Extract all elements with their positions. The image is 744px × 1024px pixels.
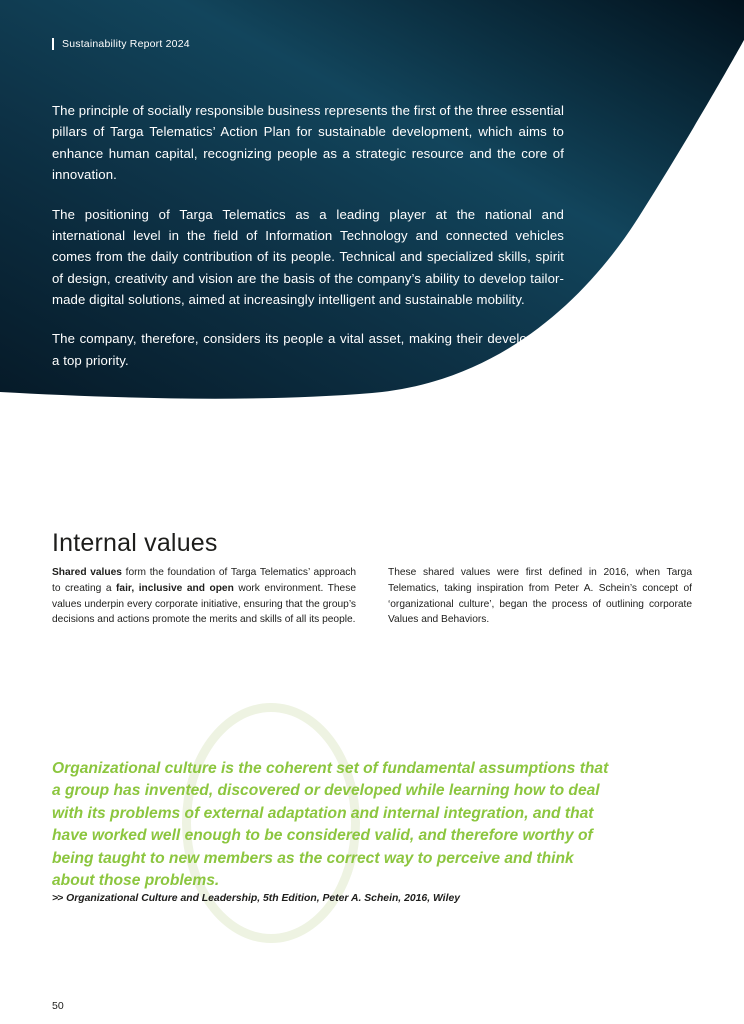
- column-left-text-b: work environment. These values underpin every corporate initiative, ensuring that the group’s decisions and actions promote the merits and skills of all its people.: [52, 582, 356, 626]
- quote-highlight: Organizational culture: [52, 760, 217, 777]
- column-right: [388, 565, 692, 628]
- intro-text-block: [52, 100, 564, 371]
- section-title: Internal values: [52, 528, 218, 557]
- column-right-text: These shared values were first defined in 2016, when Targa Telematics, taking inspiration from Peter A. Schein’s concept of ‘organizational culture’, began the process of outlining corporate Values and Behaviors.: [388, 567, 692, 626]
- column-left-text-a: form the foundation of Targa Telematics’ approach to creating a: [52, 567, 356, 594]
- intro-paragraph-1: The principle of socially responsible business represents the first of the three essential pillars of Targa Telematics’ Action Plan for sustainable development, which aims to enhance human capital, recognizing people as a strategic resource and the core of innovation.: [52, 103, 564, 183]
- intro-paragraph-2: The positioning of Targa Telematics as a leading player at the national and international level in the field of Information Technology and connected vehicles comes from the daily contribution of its people. Technical and specialized skills, spirit of design, creativity and vision are the basis of the company’s ability to develop tailor-made digital solutions, aimed at increasingly intelligent and sustainable mobility.: [52, 206, 564, 307]
- quote-source-text: Organizational Culture and Leadership, 5th Edition, Peter A. Schein, 2016, Wiley: [66, 893, 461, 904]
- column-left-bold-mid: fair, inclusive and open: [116, 582, 234, 594]
- running-head-label: Sustainability Report 2024: [62, 38, 190, 50]
- shared-values-lead: Shared values: [52, 567, 122, 578]
- pull-quote: [52, 758, 612, 893]
- two-column-body: [52, 565, 692, 628]
- intro-paragraph-3: The company, therefore, considers its people a vital asset, making their development a top priority.: [52, 331, 564, 368]
- column-left: [52, 565, 356, 628]
- running-head-bar-icon: [52, 38, 54, 50]
- running-head: [52, 38, 190, 50]
- page-number: 50: [52, 1000, 64, 1012]
- quote-body: is the coherent set of fundamental assumptions that a group has invented, discovered or developed while learning how to deal with its problems of external adaptation and internal integration, and that have worked well enough to be considered valid, and therefore worthy of being taught to new members as the correct way to perceive and think about those problems.: [52, 760, 609, 890]
- quote-source: [52, 893, 460, 904]
- double-chevron-icon: >>: [52, 893, 63, 904]
